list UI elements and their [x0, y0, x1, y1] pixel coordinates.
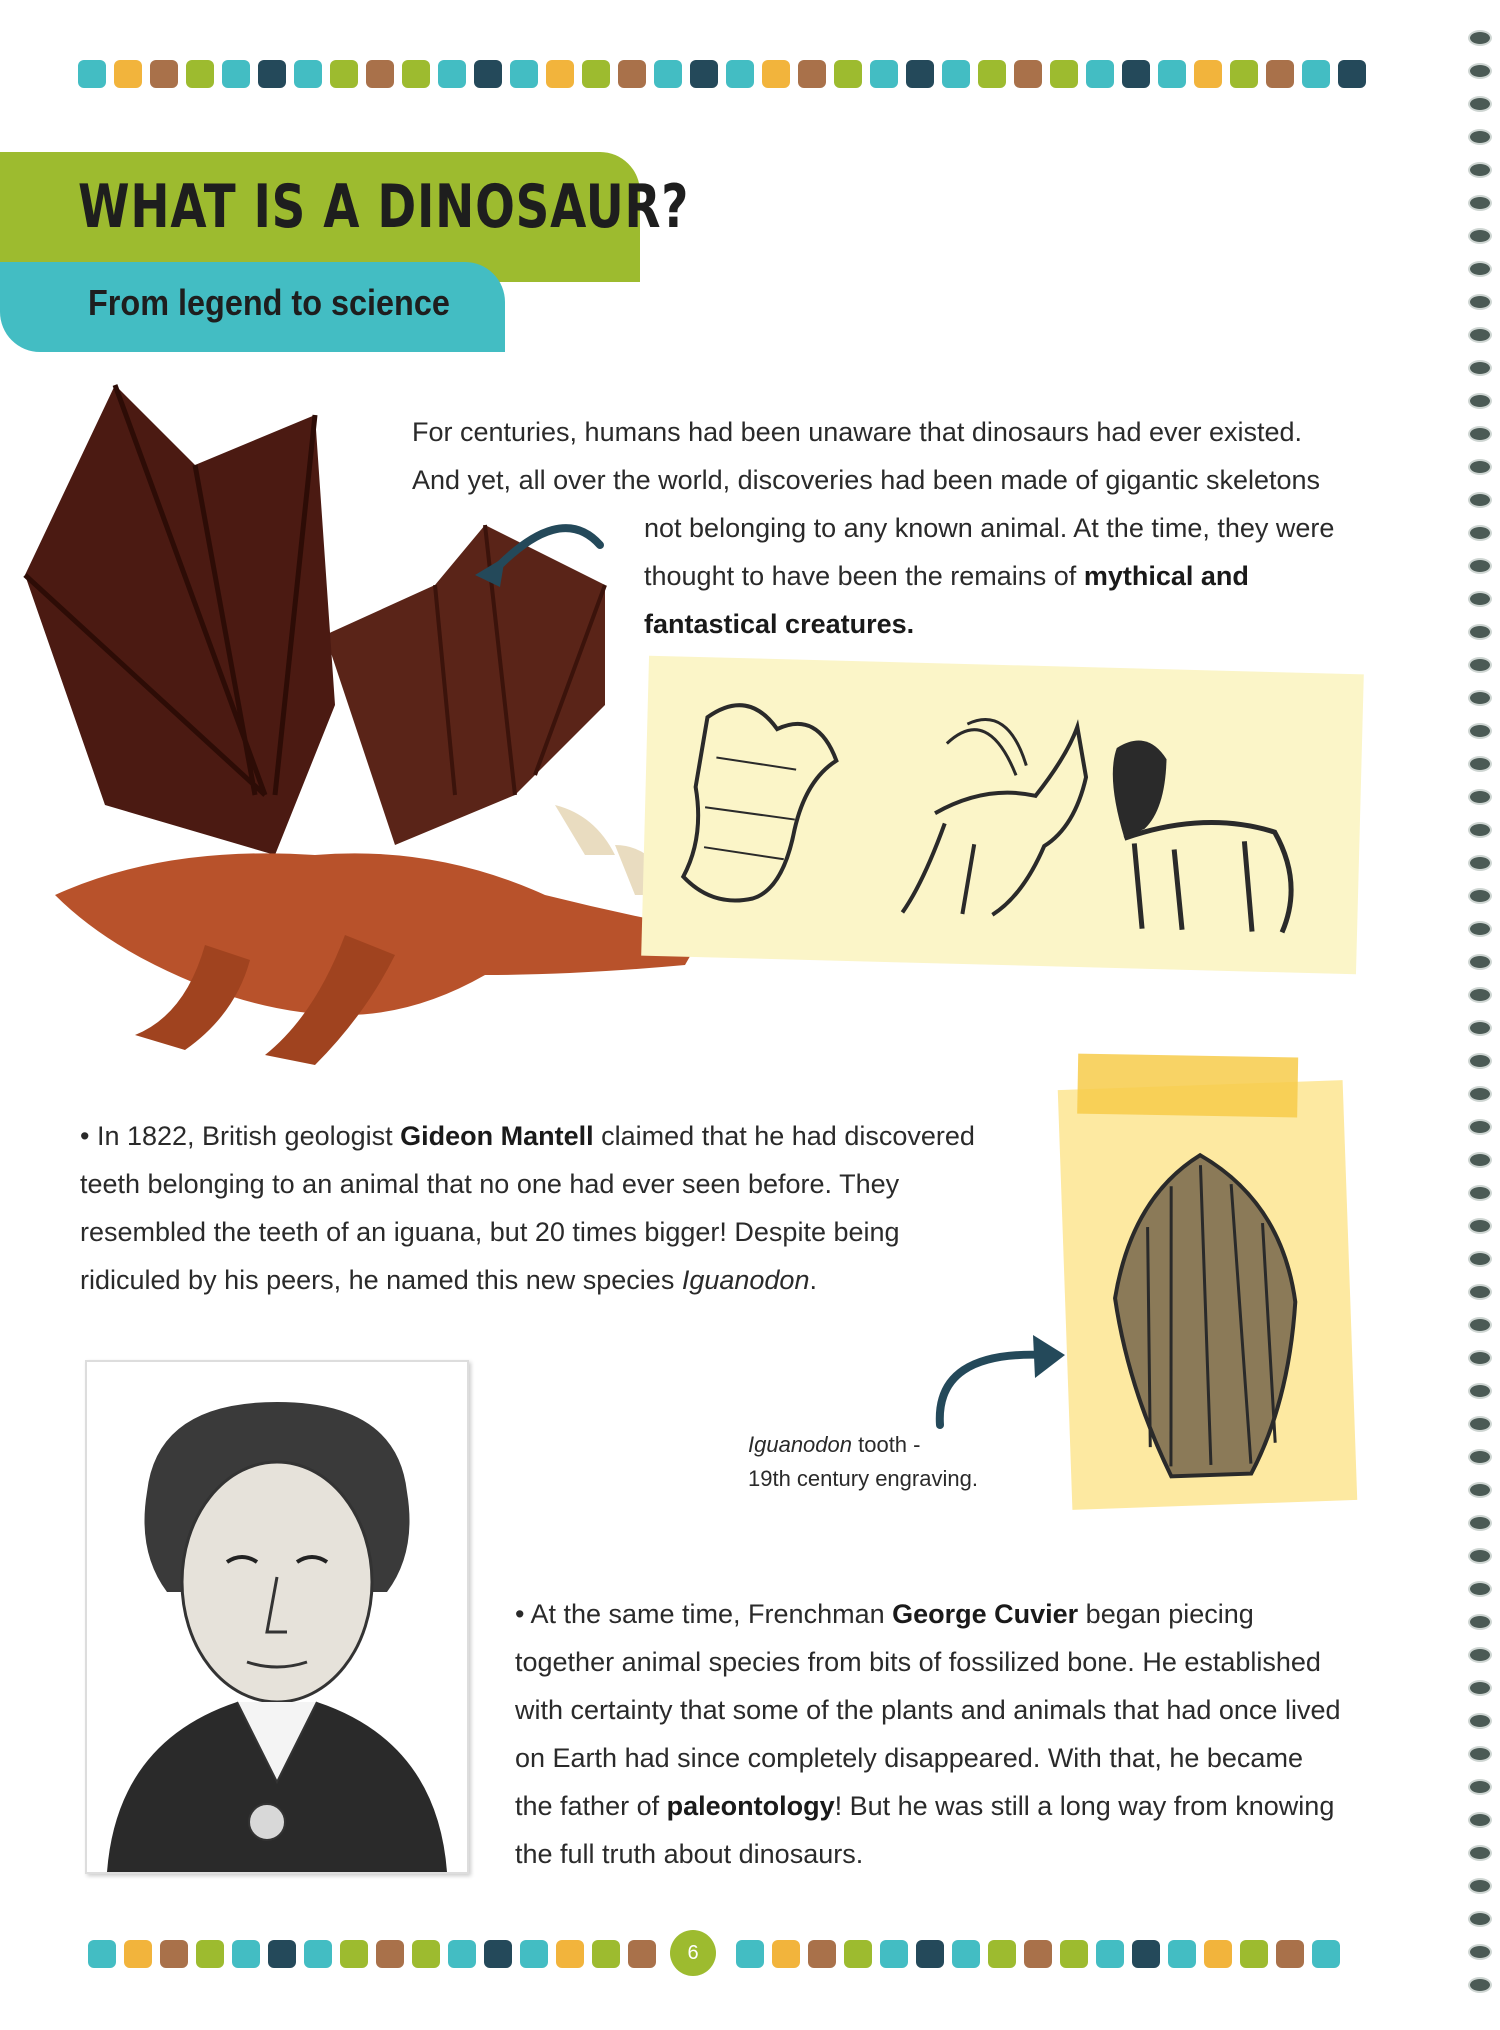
decorative-square	[906, 60, 934, 88]
caption-line: 19th century engraving.	[748, 1466, 978, 1491]
spiral-coil	[1468, 492, 1492, 508]
cuvier-text: ! But he was still a long way from knowing	[834, 1791, 1335, 1821]
spiral-coil	[1468, 591, 1492, 607]
decorative-square	[124, 1940, 152, 1968]
decorative-square	[484, 1940, 512, 1968]
spiral-coil	[1468, 1086, 1492, 1102]
decorative-square	[412, 1940, 440, 1968]
tooth-caption	[748, 1428, 1048, 1496]
decorative-square	[330, 60, 358, 88]
spiral-coil	[1468, 822, 1492, 838]
mantell-italic-text: Iguanodon	[681, 1265, 810, 1295]
decorative-square	[258, 60, 286, 88]
decorative-square	[1204, 1940, 1232, 1968]
spiral-coil	[1468, 1779, 1492, 1795]
cuvier-bold-text: George Cuvier	[892, 1599, 1079, 1629]
cuvier-line	[515, 1782, 1465, 1830]
decorative-square	[114, 60, 142, 88]
decorative-square	[546, 60, 574, 88]
spiral-coil	[1468, 1251, 1492, 1267]
spiral-coil	[1468, 393, 1492, 409]
intro-paragraph	[412, 408, 1412, 648]
decorative-square	[736, 1940, 764, 1968]
decorative-square	[232, 1940, 260, 1968]
mantell-text: • In 1822, British geologist	[80, 1121, 401, 1151]
cuvier-line: with certainty that some of the plants and animals that had once lived	[515, 1695, 1341, 1725]
spiral-coil	[1468, 1449, 1492, 1465]
spiral-coil	[1468, 1416, 1492, 1432]
caption-italic-text: Iguanodon	[748, 1432, 852, 1457]
decorative-square	[1060, 1940, 1088, 1968]
decorative-square	[870, 60, 898, 88]
spiral-coil	[1468, 723, 1492, 739]
mythical-creatures-panel	[641, 656, 1364, 975]
mantell-line: resembled the teeth of an iguana, but 20 times bigger! Despite being	[80, 1217, 900, 1247]
decorative-square	[1024, 1940, 1052, 1968]
mantell-line: teeth belonging to an animal that no one had ever seen before. They	[80, 1169, 900, 1199]
decorative-square	[150, 60, 178, 88]
spiral-coil	[1468, 1515, 1492, 1531]
decorative-square	[628, 1940, 656, 1968]
spiral-coil	[1468, 921, 1492, 937]
decorative-square	[952, 1940, 980, 1968]
decorative-square	[1086, 60, 1114, 88]
spiral-coil	[1468, 1218, 1492, 1234]
spiral-coil	[1468, 1383, 1492, 1399]
spiral-coil	[1468, 96, 1492, 112]
cuvier-line	[515, 1590, 1465, 1638]
intro-line: And yet, all over the world, discoveries had been made of gigantic skeletons	[412, 465, 1321, 495]
decorative-square	[196, 1940, 224, 1968]
decorative-square	[1276, 1940, 1304, 1968]
decorative-square	[1266, 60, 1294, 88]
spiral-coil	[1468, 1284, 1492, 1300]
decorative-square	[1194, 60, 1222, 88]
intro-line	[412, 552, 1412, 600]
spiral-coil	[1468, 426, 1492, 442]
spiral-coil	[1468, 1845, 1492, 1861]
intro-line: For centuries, humans had been unaware that dinosaurs had ever existed.	[412, 417, 1303, 447]
decorative-square	[988, 1940, 1016, 1968]
decorative-square	[78, 60, 106, 88]
spiral-coil	[1468, 1911, 1492, 1927]
mythical-creatures-engraving	[641, 656, 1364, 975]
decorative-square	[762, 60, 790, 88]
page-title: WHAT IS A DINOSAUR?	[78, 172, 690, 242]
intro-bold-text: fantastical creatures.	[644, 609, 915, 639]
spiral-coil	[1468, 459, 1492, 475]
tape-strip	[1077, 1054, 1298, 1118]
spiral-coil	[1468, 1878, 1492, 1894]
mantell-text: claimed that he had discovered	[593, 1121, 975, 1151]
decorative-square	[1302, 60, 1330, 88]
decorative-square	[1312, 1940, 1340, 1968]
decorative-square	[340, 1940, 368, 1968]
decorative-square	[304, 1940, 332, 1968]
decorative-square	[942, 60, 970, 88]
decorative-square	[798, 60, 826, 88]
spiral-coil	[1468, 30, 1492, 46]
spiral-coil	[1468, 1614, 1492, 1630]
decorative-square	[268, 1940, 296, 1968]
spiral-coil	[1468, 888, 1492, 904]
spiral-coil	[1468, 195, 1492, 211]
decorative-square	[1338, 60, 1366, 88]
decorative-square	[1230, 60, 1258, 88]
decorative-square	[376, 1940, 404, 1968]
bottom-left-strip	[88, 1940, 656, 1968]
cuvier-portrait	[85, 1360, 469, 1874]
spiral-coil	[1468, 624, 1492, 640]
decorative-square	[222, 60, 250, 88]
spiral-coil	[1468, 1812, 1492, 1828]
spiral-coil	[1468, 162, 1492, 178]
spiral-coil	[1468, 789, 1492, 805]
decorative-square	[978, 60, 1006, 88]
decorative-square	[556, 1940, 584, 1968]
cuvier-line: the full truth about dinosaurs.	[515, 1839, 864, 1869]
decorative-square	[1240, 1940, 1268, 1968]
decorative-square	[294, 60, 322, 88]
decorative-square	[1122, 60, 1150, 88]
spiral-coil	[1468, 987, 1492, 1003]
spiral-coil	[1468, 1713, 1492, 1729]
spiral-coil	[1468, 63, 1492, 79]
spiral-coil	[1468, 1482, 1492, 1498]
mantell-line	[80, 1256, 1030, 1304]
caption-line	[748, 1428, 1048, 1462]
spiral-coil	[1468, 558, 1492, 574]
decorative-square	[880, 1940, 908, 1968]
spiral-coil	[1468, 1185, 1492, 1201]
decorative-square	[520, 1940, 548, 1968]
decorative-square	[726, 60, 754, 88]
decorative-square	[438, 60, 466, 88]
spiral-coil	[1468, 1746, 1492, 1762]
decorative-square	[1096, 1940, 1124, 1968]
spiral-coil	[1468, 228, 1492, 244]
intro-text: thought to have been the remains of	[644, 561, 1077, 591]
spiral-coil	[1468, 360, 1492, 376]
spiral-coil	[1468, 1647, 1492, 1663]
decorative-square	[916, 1940, 944, 1968]
decorative-square	[186, 60, 214, 88]
spiral-coil	[1468, 954, 1492, 970]
decorative-square	[582, 60, 610, 88]
spiral-coil	[1468, 1548, 1492, 1564]
decorative-square	[88, 1940, 116, 1968]
spiral-coil	[1468, 657, 1492, 673]
spiral-coil	[1468, 690, 1492, 706]
spiral-coil	[1468, 1680, 1492, 1696]
spiral-coil	[1468, 261, 1492, 277]
spiral-coil	[1468, 1944, 1492, 1960]
decorative-square	[772, 1940, 800, 1968]
decorative-square	[366, 60, 394, 88]
intro-bold-text: mythical and	[1083, 561, 1249, 591]
cuvier-line: together animal species from bits of fossilized bone. He established	[515, 1647, 1321, 1677]
decorative-square	[690, 60, 718, 88]
spiral-coil	[1468, 1020, 1492, 1036]
decorative-square	[474, 60, 502, 88]
mantell-bold-text: Gideon Mantell	[400, 1121, 594, 1151]
iguanodon-tooth-engraving	[1090, 1141, 1322, 1488]
decorative-square	[1050, 60, 1078, 88]
page-subtitle: From legend to science	[88, 282, 450, 323]
spiral-coil	[1468, 1350, 1492, 1366]
portrait-engraving	[87, 1362, 467, 1872]
tooth-panel	[1058, 1080, 1357, 1510]
intro-line: not belonging to any known animal. At the time, they were	[644, 513, 1335, 543]
spiral-coil	[1468, 1581, 1492, 1597]
page-number: 6	[670, 1930, 716, 1976]
mantell-paragraph	[80, 1112, 1030, 1304]
top-decorative-strip	[78, 60, 1366, 88]
decorative-square	[1132, 1940, 1160, 1968]
cuvier-bold-text: paleontology	[666, 1791, 835, 1821]
spiral-coil	[1468, 327, 1492, 343]
curved-arrow-icon	[925, 1310, 1085, 1430]
spiral-coil	[1468, 1317, 1492, 1333]
spiral-coil	[1468, 756, 1492, 772]
decorative-square	[844, 1940, 872, 1968]
decorative-square	[402, 60, 430, 88]
cuvier-text: the father of	[515, 1791, 667, 1821]
decorative-square	[808, 1940, 836, 1968]
spiral-coil	[1468, 129, 1492, 145]
spiral-coil	[1468, 294, 1492, 310]
decorative-square	[1168, 1940, 1196, 1968]
cuvier-text: • At the same time, Frenchman	[515, 1599, 893, 1629]
decorative-square	[1014, 60, 1042, 88]
mantell-text: ridiculed by his peers, he named this new species	[80, 1265, 682, 1295]
spiral-coil	[1468, 1152, 1492, 1168]
decorative-square	[592, 1940, 620, 1968]
spiral-coil	[1468, 1977, 1492, 1993]
bottom-right-strip	[736, 1940, 1340, 1968]
mantell-line	[80, 1112, 1030, 1160]
spiral-coil	[1468, 855, 1492, 871]
decorative-square	[618, 60, 646, 88]
decorative-square	[834, 60, 862, 88]
decorative-square	[510, 60, 538, 88]
cuvier-line: on Earth had since completely disappeared. With that, he became	[515, 1743, 1303, 1773]
decorative-square	[160, 1940, 188, 1968]
decorative-square	[1158, 60, 1186, 88]
cuvier-paragraph	[515, 1590, 1465, 1878]
spiral-coil	[1468, 1119, 1492, 1135]
mantell-text: .	[809, 1265, 817, 1295]
spiral-coil	[1468, 525, 1492, 541]
decorative-square	[654, 60, 682, 88]
decorative-square	[448, 1940, 476, 1968]
caption-text: tooth -	[852, 1432, 921, 1457]
intro-line	[412, 600, 1412, 648]
spiral-coil	[1468, 1053, 1492, 1069]
cuvier-text: began piecing	[1078, 1599, 1254, 1629]
